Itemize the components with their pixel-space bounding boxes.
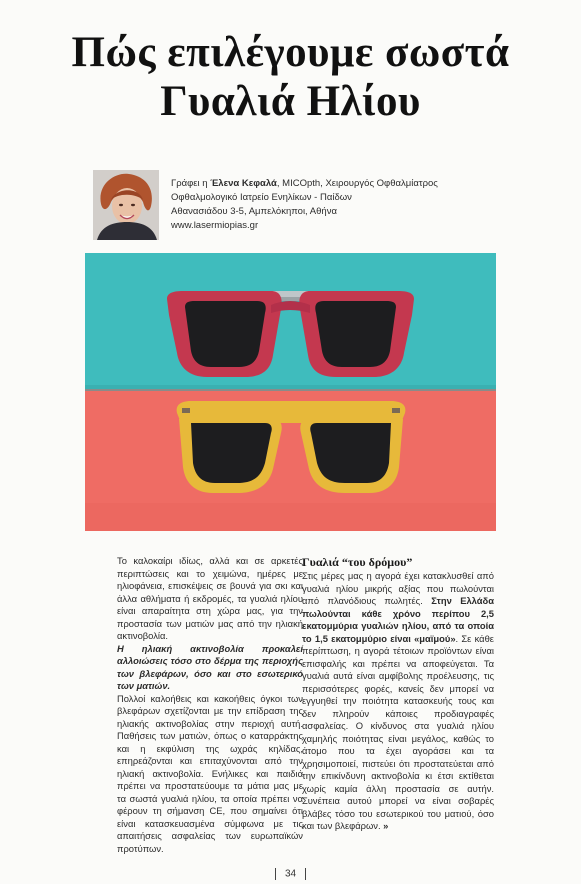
article-title [0,28,581,126]
page-number-divider-left [275,868,276,880]
sunglasses-illustration [85,253,496,531]
title-line-1: Πώς επιλέγουμε σωστά [71,29,510,76]
end-mark: » [380,820,389,831]
right-paragraph-highlight: Στην Ελλάδα πωλούνται κάθε χρόνο περίπου 2,5 εκατομμύρια γυαλιών ηλίου, από τα οποία το 1,5 εκατομμύριο είναι «μαϊμού» [302,595,494,644]
sunglasses-photo [85,253,496,531]
page-number-divider-right [305,868,306,880]
title-line-2: Γυαλιά Ηλίου [160,78,421,125]
author-website: www.lasermiopias.gr [171,220,259,231]
left-column [117,555,303,855]
author-portrait-icon [93,170,159,240]
author-byline [171,177,531,233]
left-paragraph-1: Το καλοκαίρι ιδίως, αλλά και σε αρκετές περιπτώσεις και το χειμώνα, ημέρες με ηλιοφάνεια, επισκέψεις σε βουνά για σκι και άλλα αθλήματα ή εκδρομές, τα γυαλιά ηλίου είναι απαραίτητα στη χώρα μας, για την προστασία των ματιών μας από την ηλιακή ακτινοβολία. [117,555,303,641]
left-paragraph-2-highlight: Η ηλιακή ακτινοβολία προκαλεί αλλοιώσεις τόσο στο δέρμα της περιοχής των βλεφάρων, όσο και στο εσωτερικό των ματιών. [117,642,303,691]
page-number: 34 [0,868,581,880]
author-block [93,167,513,243]
right-paragraph: Στις μέρες μας η αγορά έχει κατακλυσθεί από γυαλιά ηλίου μικρής αξίας που πωλούνται από πλανόδιους πωλητές. Στην Ελλάδα πωλούνται κάθε χρόνο περίπου 2,5 εκατομμύρια γυαλιών ηλίου, από τα οποία το 1,5 εκατομμύριο είναι «μαϊμού». Σε κάθε περίπτωση, η αγορά τέτοιων προϊόντων είναι επισφαλής και πρέπει να αποφεύγεται. Τα γυαλιά αυτά είναι αμφίβολης προέλευσης, τις περισσότερες φορές, κανείς δεν μπορεί να εγγυηθεί την ποιότητα κατασκευής τους και δεν πληρούν κάποιες προδιαγραφές ασφαλείας. Ο κίνδυνος στα γυαλιά ηλίου χαμηλής ποιότητας είναι μεγάλος, καθώς το άτομο που τα έχει αγοράσει και τα χρησιμοποιεί, πιστεύει ότι προστατεύεται από την επικίνδυνη ακτινοβολία κι έτσι εκτίθεται χωρίς καμία άλλη προστασία σε αυτήν. Συνέπεια αυτού μπορεί να είναι σοβαρές βλάβες τόσο του εσωτερικού του ματιού, όσο και των βλεφάρων. » [302,570,494,831]
left-paragraph-3: Πολλοί καλοήθεις και κακοήθεις όγκοι των βλεφάρων σχετίζονται με την επίδραση της ηλιακής ακτινοβολίας στην περιοχή αυτή. Παθήσεις των ματιών, όπως ο καταρράκτης και η εκφύλιση της ωχράς κηλίδας, επηρεάζονται και επιταχύνονται από την ηλιακή ακτινοβολία. Ενήλικες και παιδιά πρέπει να προστατεύουμε τα μάτια μας με τα σωστά γυαλιά ηλίου, τα οποία πρέπει να φέρουν τη σήμανση CE, που σημαίνει ότι είναι κατασκευασμένα σύμφωνα με τις απαιτήσεις ασφαλείας των ευρωπαϊκών προτύπων. [117,692,303,854]
section-heading: Γυαλιά “του δρόμου” [302,555,413,569]
author-name: Έλενα Κεφαλά [210,178,277,189]
byline-line-1: Γράφει η Έλενα Κεφαλά, MICOpth, Χειρουργός Οφθαλμίατρος [171,178,438,189]
byline-line-3: Αθανασιάδου 3-5, Αμπελόκηποι, Αθήνα [171,206,337,217]
byline-line-2: Οφθαλμολογικό Ιατρείο Ενηλίκων - Παίδων [171,192,352,203]
right-column [302,555,494,833]
author-avatar [93,170,159,240]
